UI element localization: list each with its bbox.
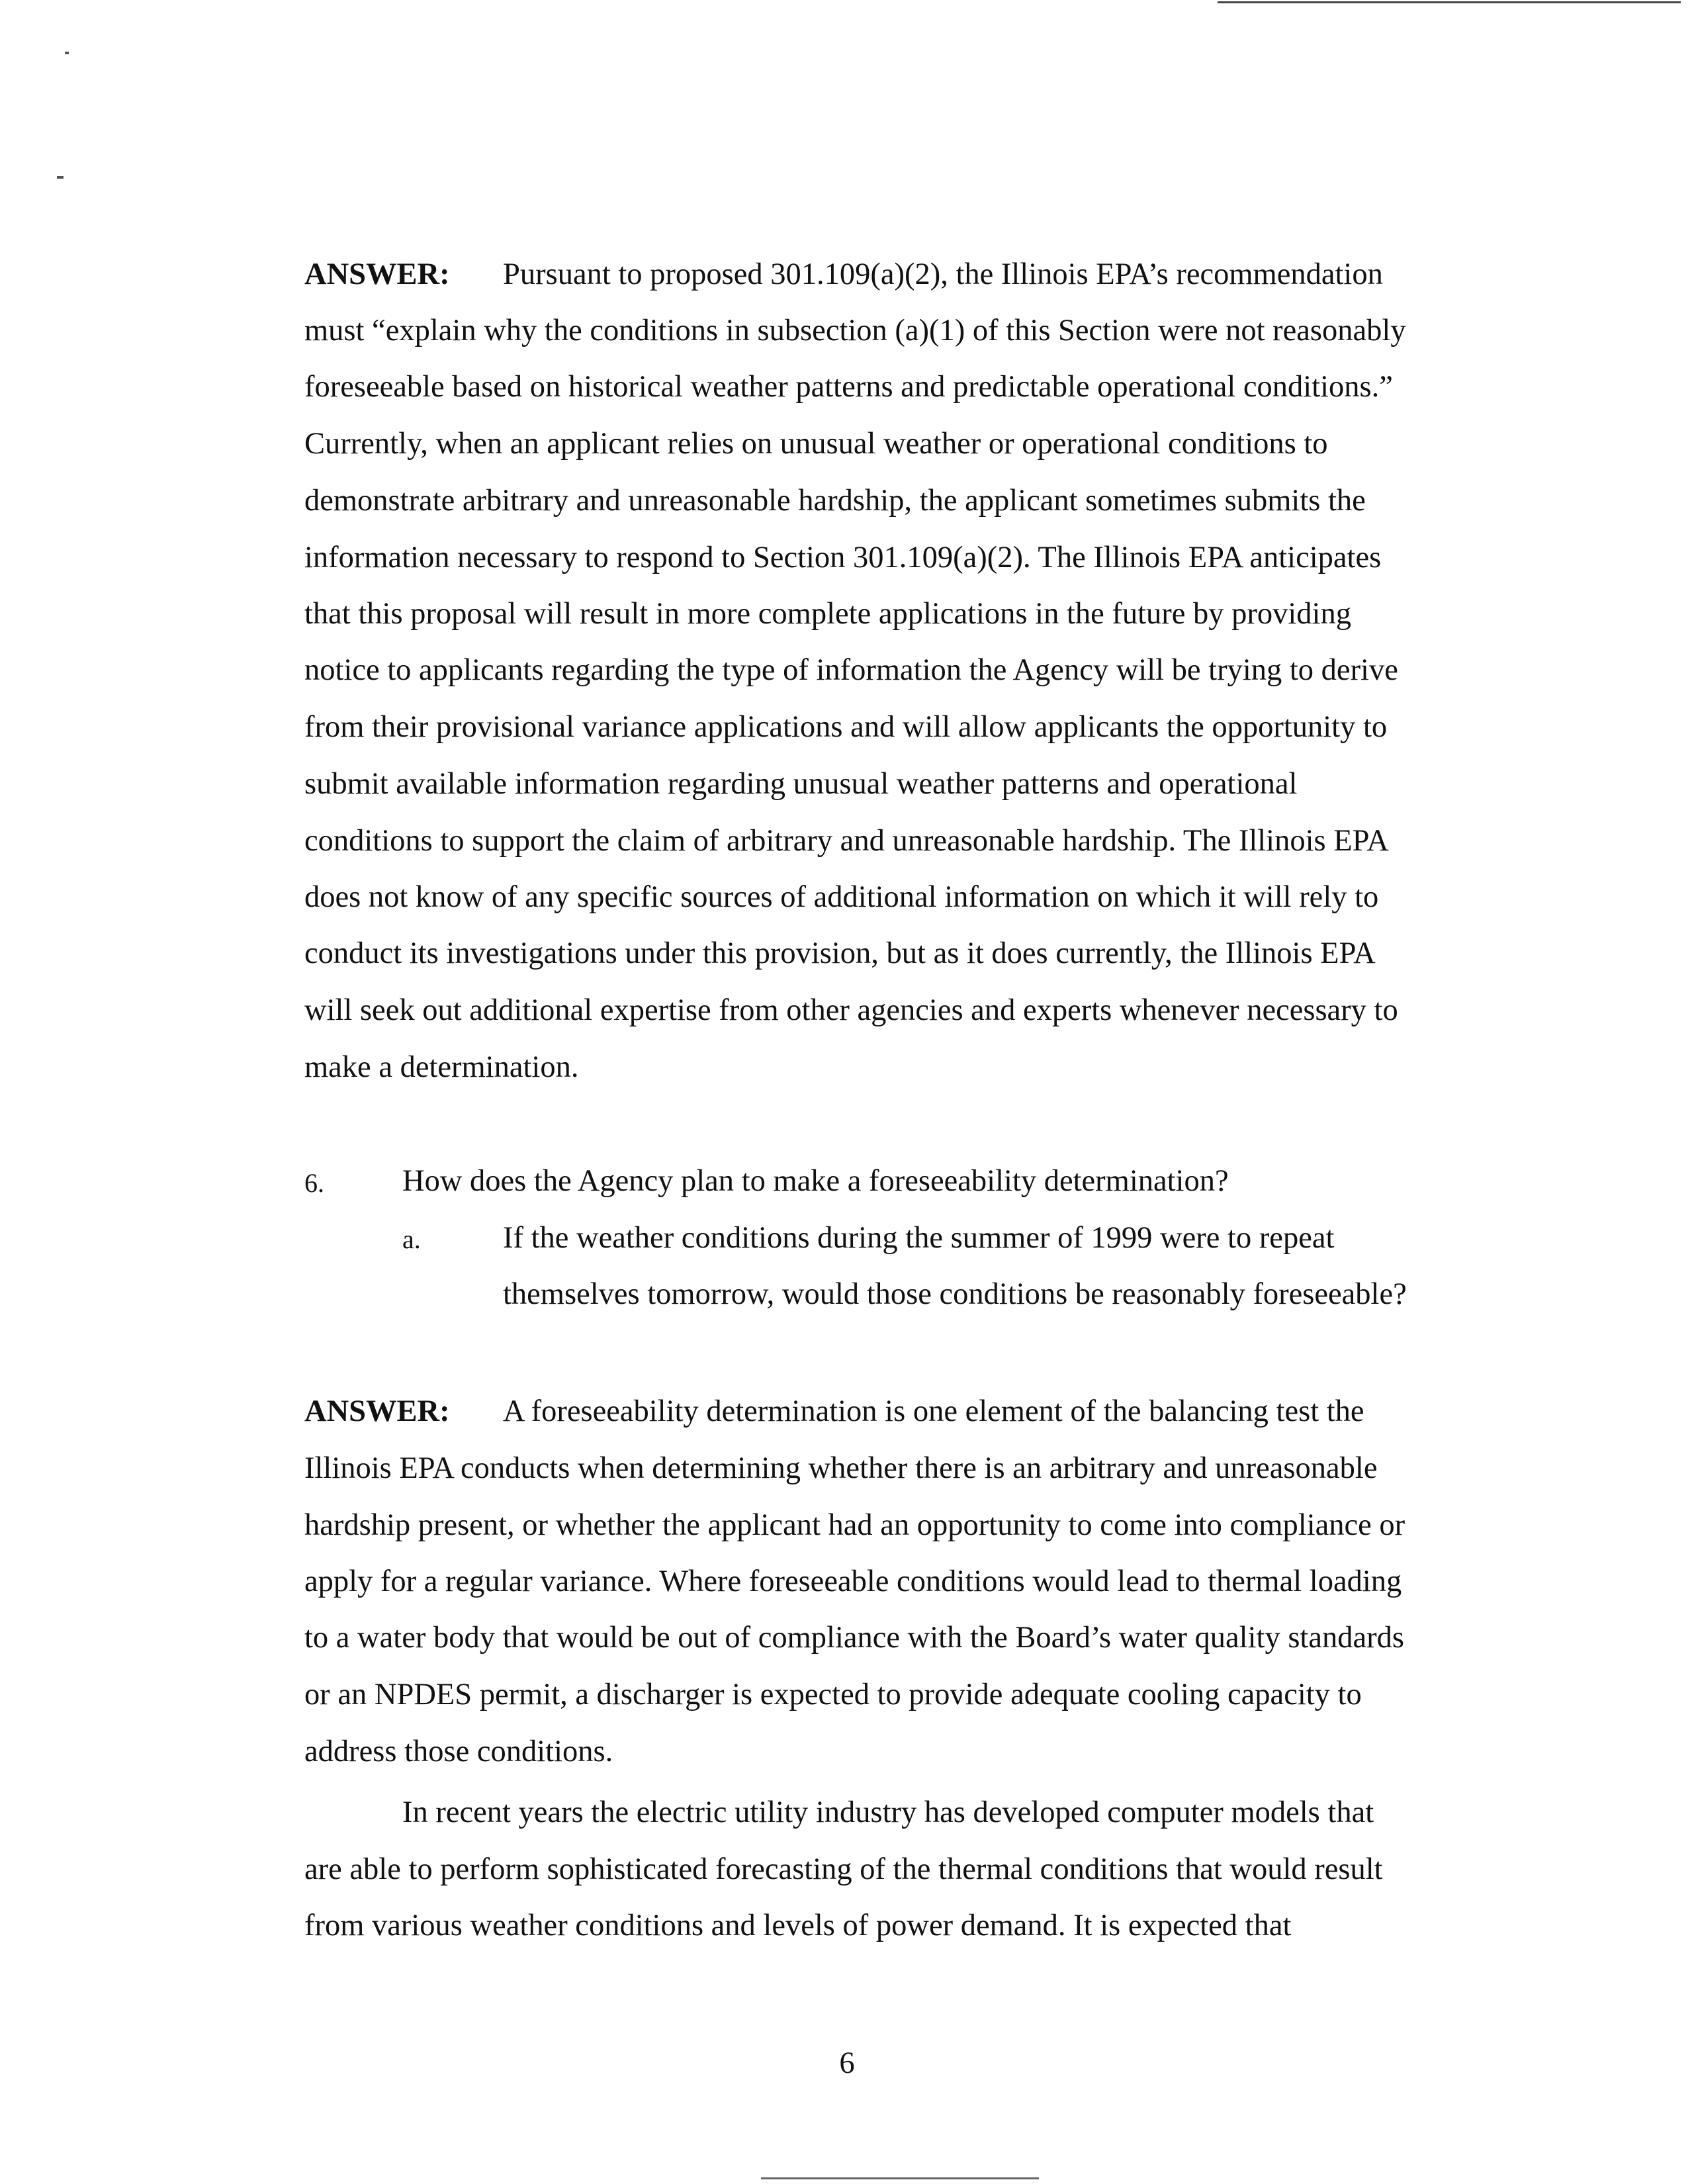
- answer1-line-5: demonstrate arbitrary and unreasonable hardship, the applicant sometimes submits the: [304, 484, 1366, 518]
- answer2-para2-line-1: In recent years the electric utility industry has developed computer models that: [402, 1796, 1374, 1829]
- answer2-line-2: Illinois EPA conducts when determining whether there is an arbitrary and unreasonable: [304, 1451, 1378, 1485]
- answer2-line-3: hardship present, or whether the applicant had an opportunity to come into compliance or: [304, 1508, 1405, 1542]
- scan-speck: [65, 52, 69, 54]
- bottom-edge-rule: [761, 2177, 1039, 2179]
- answer1-line-2: must “explain why the conditions in subsection (a)(1) of this Section were not reasonably: [304, 314, 1406, 347]
- answer1-line-13: conduct its investigations under this provision, but as it does currently, the Illinois EPA: [304, 936, 1376, 970]
- answer1-line-15: make a determination.: [304, 1050, 579, 1084]
- answer2-line-1: [304, 1396, 1364, 1428]
- scan-speck: [57, 176, 64, 179]
- question-text: How does the Agency plan to make a foreseeability determination?: [402, 1164, 1229, 1198]
- question-number: 6.: [304, 1168, 324, 1198]
- answer2-line-4: apply for a regular variance. Where foreseeable conditions would lead to thermal loading: [304, 1565, 1402, 1598]
- answer1-line-11: conditions to support the claim of arbitrary and unreasonable hardship. The Illinois EPA: [304, 824, 1389, 858]
- answer1-line-6: information necessary to respond to Section 301.109(a)(2). The Illinois EPA anticipates: [304, 541, 1382, 574]
- subquestion-line-2: themselves tomorrow, would those conditions be reasonably foreseeable?: [503, 1277, 1407, 1311]
- answer2-text: A foreseeability determination is one element of the balancing test the: [503, 1394, 1364, 1428]
- answer2-para2-line-2: are able to perform sophisticated forecasting of the thermal conditions that would result: [304, 1852, 1383, 1886]
- answer1-line-3: foreseeable based on historical weather patterns and predictable operational conditions.”: [304, 370, 1393, 404]
- answer1-line-10: submit available information regarding unusual weather patterns and operational: [304, 767, 1298, 801]
- answer1-line-8: notice to applicants regarding the type of information the Agency will be trying to derive: [304, 653, 1398, 687]
- answer2-line-6: or an NPDES permit, a discharger is expected to provide adequate cooling capacity to: [304, 1678, 1362, 1711]
- answer2-line-5: to a water body that would be out of compliance with the Board’s water quality standards: [304, 1621, 1404, 1655]
- subquestion-line-1: If the weather conditions during the summer of 1999 were to repeat: [503, 1221, 1335, 1255]
- answer2-label: ANSWER:: [304, 1394, 450, 1428]
- answer1-line-12: does not know of any specific sources of additional information on which it will rely to: [304, 880, 1379, 914]
- top-edge-rule: [1218, 1, 1681, 3]
- page-number: 6: [839, 2046, 855, 2080]
- answer1-label: ANSWER:: [304, 257, 450, 291]
- answer2-line-7: address those conditions.: [304, 1735, 613, 1768]
- subquestion-letter: a.: [402, 1224, 421, 1254]
- answer1-line-14: will seek out additional expertise from other agencies and experts whenever necessary to: [304, 993, 1398, 1027]
- answer2-para2-line-3: from various weather conditions and levels of power demand. It is expected that: [304, 1909, 1292, 1942]
- answer1-line-9: from their provisional variance applications and will allow applicants the opportunity to: [304, 710, 1388, 744]
- answer1-text: Pursuant to proposed 301.109(a)(2), the Illinois EPA’s recommendation: [503, 257, 1383, 291]
- answer1-line-1: [304, 259, 1383, 291]
- answer1-line-4: Currently, when an applicant relies on unusual weather or operational conditions to: [304, 427, 1328, 461]
- answer1-line-7: that this proposal will result in more complete applications in the future by providing: [304, 597, 1351, 631]
